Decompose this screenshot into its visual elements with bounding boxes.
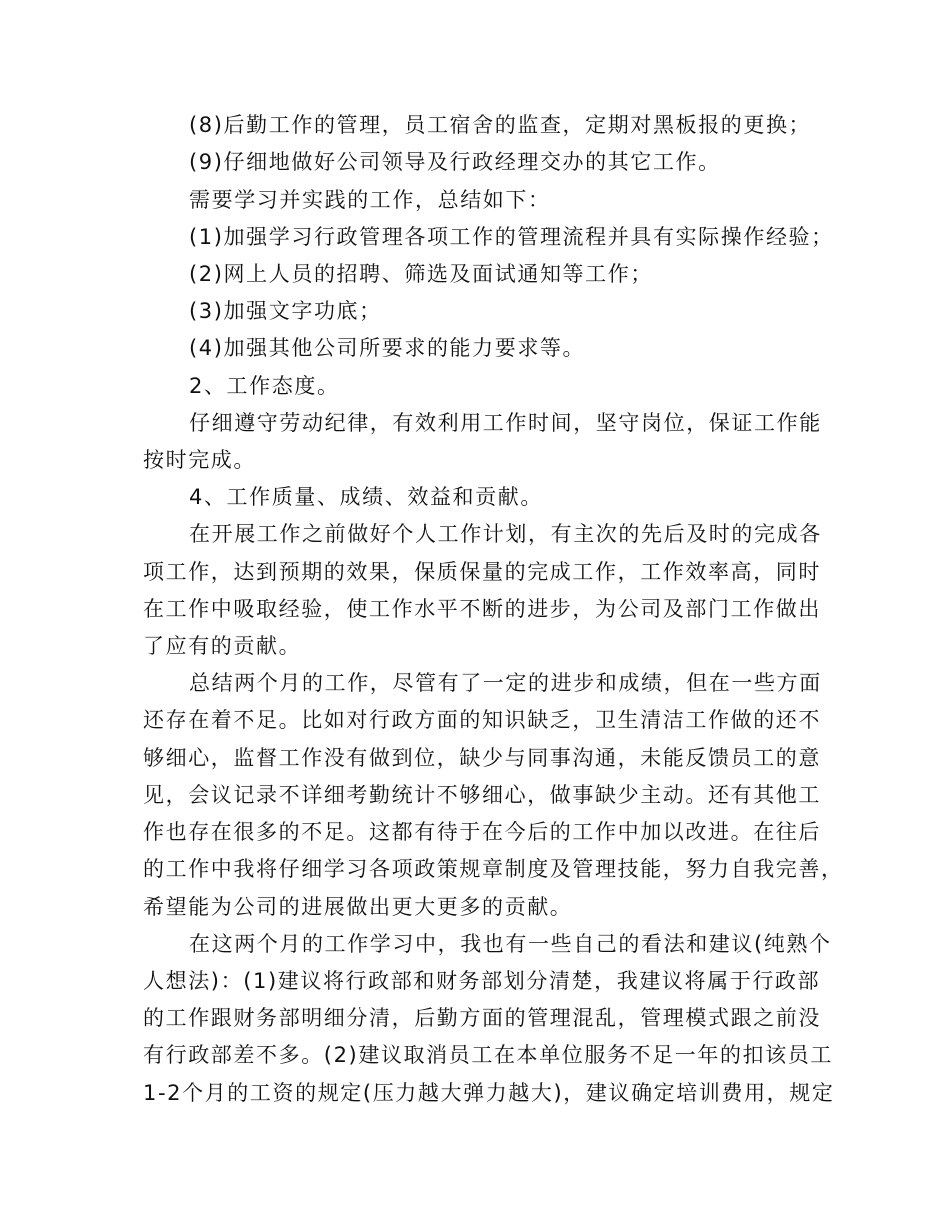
text-line: 总结两个月的工作，尽管有了一定的进步和成绩，但在一些方面 (189, 671, 822, 695)
text-line: 人想法)：(1)建议将行政部和财务部划分清楚，我建议将属于行政部 (143, 969, 821, 993)
text-line: (9)仔细地做好公司领导及行政经理交办的其它工作。 (189, 150, 721, 174)
text-line: 见，会议记录不详细考勤统计不够细心，做事缺少主动。还有其他工 (143, 783, 821, 807)
text-line: 有行政部差不多。(2)建议取消员工在本单位服务不足一年的扣该员工 (143, 1043, 833, 1067)
text-line: 仔细遵守劳动纪律，有效利用工作时间，坚守岗位，保证工作能 (189, 411, 822, 435)
text-line: 项工作，达到预期的效果，保质保量的完成工作，工作效率高，同时 (143, 560, 821, 584)
text-line: (1)加强学习行政管理各项工作的管理流程并具有实际操作经验； (189, 225, 834, 249)
text-line: 的工作中我将仔细学习各项政策规章制度及管理技能，努力自我完善， (143, 857, 844, 881)
text-line: (3)加强文字功底； (189, 299, 382, 323)
text-line: 够细心，监督工作没有做到位，缺少与同事沟通，未能反馈员工的意 (143, 746, 821, 770)
text-line: 1-2个月的工资的规定(压力越大弹力越大)，建议确定培训费用，规定 (143, 1081, 835, 1105)
text-line: 4、工作质量、成绩、效益和贡献。 (189, 485, 543, 509)
text-line: 在这两个月的工作学习中，我也有一些自己的看法和建议(纯熟个 (189, 932, 832, 956)
text-line: 了应有的贡献。 (143, 634, 302, 658)
text-line: 在工作中吸取经验，使工作水平不断的进步，为公司及部门工作做出 (143, 597, 821, 621)
text-line: 还存在着不足。比如对行政方面的知识缺乏，卫生清洁工作做的还不 (143, 708, 821, 732)
text-line: 2、工作态度。 (189, 374, 340, 398)
text-line: (2)网上人员的招聘、筛选及面试通知等工作； (189, 262, 653, 286)
text-line: 希望能为公司的进展做出更大更多的贡献。 (143, 895, 573, 919)
text-line: 按时完成。 (143, 448, 256, 472)
text-line: 的工作跟财务部明细分清，后勤方面的管理混乱，管理模式跟之前没 (143, 1006, 821, 1030)
text-line: (4)加强其他公司所要求的能力要求等。 (189, 336, 586, 360)
text-line: 在开展工作之前做好个人工作计划，有主次的先后及时的完成各 (189, 522, 822, 546)
text-line: 需要学习并实践的工作，总结如下： (189, 188, 551, 212)
text-line: 作也存在很多的不足。这都有待于在今后的工作中加以改进。在往后 (143, 820, 821, 844)
text-line: (8)后勤工作的管理，员工宿舍的监查，定期对黑板报的更换； (189, 113, 812, 137)
